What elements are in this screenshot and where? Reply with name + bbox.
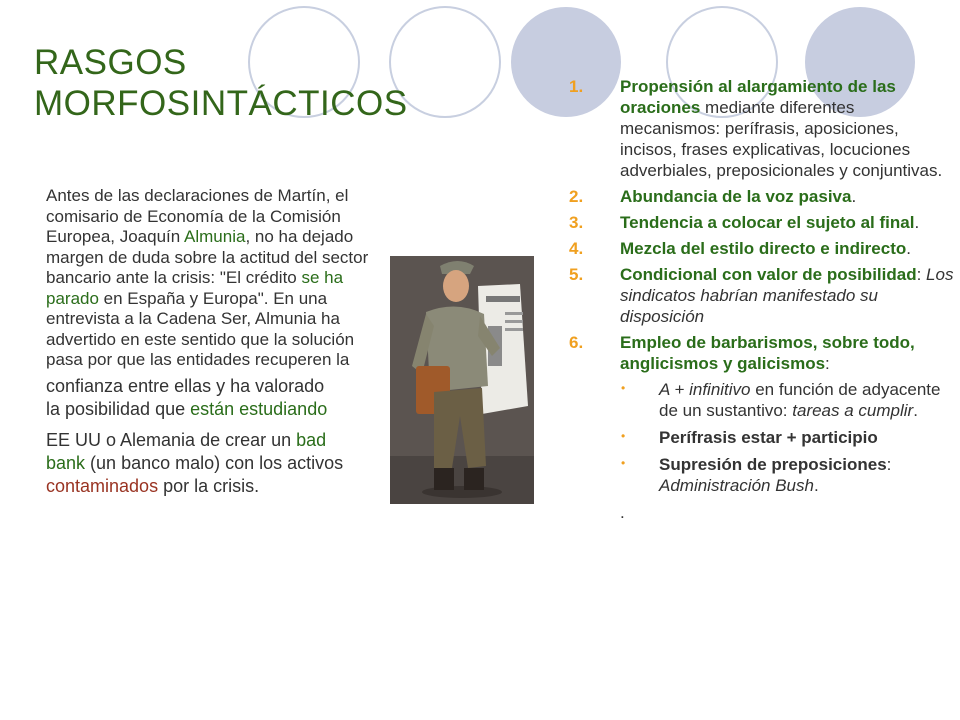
sub-list-item bbox=[566, 379, 956, 421]
sub-list-item bbox=[566, 454, 956, 496]
text-run: confianza entre ellas y bbox=[46, 375, 231, 396]
bullet-icon: • bbox=[621, 456, 626, 470]
text-run: EE UU o Alemania de crear un bbox=[46, 429, 297, 450]
figurine-photo bbox=[390, 256, 534, 504]
bullet-icon: • bbox=[621, 381, 626, 395]
list-number: 3. bbox=[569, 213, 584, 232]
list-keyword: Propensión al alargamiento de las oraciones bbox=[620, 77, 896, 117]
list-item bbox=[566, 76, 956, 181]
title-line-2: MORFOSINTÁCTICOS bbox=[34, 84, 408, 123]
list-number: 4. bbox=[569, 239, 584, 258]
list-example: A + infinitivo bbox=[659, 380, 751, 399]
list-item bbox=[566, 238, 956, 259]
list-example: Administración Bush bbox=[659, 476, 814, 495]
text-run: ha valorado bbox=[230, 375, 325, 396]
list-keyword: Tendencia a colocar el sujeto al final bbox=[620, 213, 915, 232]
list-number: 1. bbox=[569, 77, 584, 96]
list-text: . bbox=[813, 476, 819, 495]
list-keyword: Supresión de preposiciones bbox=[659, 455, 887, 474]
list-number: 6. bbox=[569, 333, 584, 352]
excerpt-paragraph-2 bbox=[46, 375, 394, 421]
text-run: en España y Europa". En una entrevista a la Cadena Ser, Almunia ha advertido en este sentido que la solución pasa por que las entidades recuperen la bbox=[46, 288, 355, 369]
list-example: Los sindicatos habrían manifestado su disposición bbox=[620, 265, 954, 326]
list-text: : bbox=[825, 354, 830, 373]
highlight-red: contaminados bbox=[46, 475, 159, 496]
list-item bbox=[566, 186, 956, 207]
list-item bbox=[566, 264, 956, 327]
trailing-period: . bbox=[620, 503, 625, 522]
list-number: 2. bbox=[569, 187, 584, 206]
list-item bbox=[566, 212, 956, 233]
text-run: la posibilidad que bbox=[46, 398, 191, 419]
highlight-green: se ha parado bbox=[46, 268, 344, 308]
slide-title bbox=[34, 42, 408, 124]
text-run: por la crisis. bbox=[158, 475, 260, 496]
text-run: Antes de las declaraciones de Martín, el comisario de Economía de la Comisión Europea, Joaquín bbox=[46, 186, 349, 246]
highlight-green: Almunia bbox=[184, 227, 246, 246]
list-text: . bbox=[851, 187, 857, 206]
text-run: (un banco malo) con los activos bbox=[85, 452, 344, 473]
text-run: , no ha dejado margen de duda sobre la actitud del sector bancario ante la crisis: "El crédito bbox=[46, 227, 369, 287]
highlight-green: bank bbox=[46, 452, 86, 473]
news-excerpt bbox=[46, 186, 394, 498]
list-number: 5. bbox=[569, 265, 584, 284]
list-text: . bbox=[913, 401, 918, 420]
list-text: : bbox=[886, 455, 892, 474]
list-text: mediante diferentes mecanismos: perífrasis, aposiciones, incisos, frases explicativas, locuciones adverbiales, preposicionales y conjuntivas. bbox=[620, 98, 943, 180]
list-keyword: Abundancia de la voz pasiva bbox=[620, 187, 852, 206]
bullet-icon: • bbox=[621, 429, 626, 443]
excerpt-paragraph-1 bbox=[46, 186, 394, 371]
list-example: tareas a cumplir bbox=[792, 401, 914, 420]
list-text: en función de adyacente de un sustantivo: bbox=[659, 380, 941, 420]
list-keyword: Condicional con valor de posibilidad bbox=[620, 265, 917, 284]
list-keyword: Empleo de barbarismos, sobre todo, anglicismos y galicismos bbox=[620, 333, 915, 373]
list-text: . bbox=[906, 239, 911, 258]
excerpt-paragraph-3 bbox=[46, 429, 394, 498]
list-text: : bbox=[916, 265, 927, 284]
list-keyword: Perífrasis estar + participio bbox=[659, 428, 878, 447]
highlight-green: están estudiando bbox=[190, 398, 328, 419]
list-item bbox=[566, 332, 956, 374]
list-text: . bbox=[914, 213, 920, 232]
title-line-1: RASGOS bbox=[34, 43, 187, 82]
sub-list-item bbox=[566, 427, 956, 448]
highlight-green: bad bbox=[296, 429, 327, 450]
list-keyword: Mezcla del estilo directo e indirecto bbox=[620, 239, 907, 258]
features-list bbox=[566, 76, 956, 523]
